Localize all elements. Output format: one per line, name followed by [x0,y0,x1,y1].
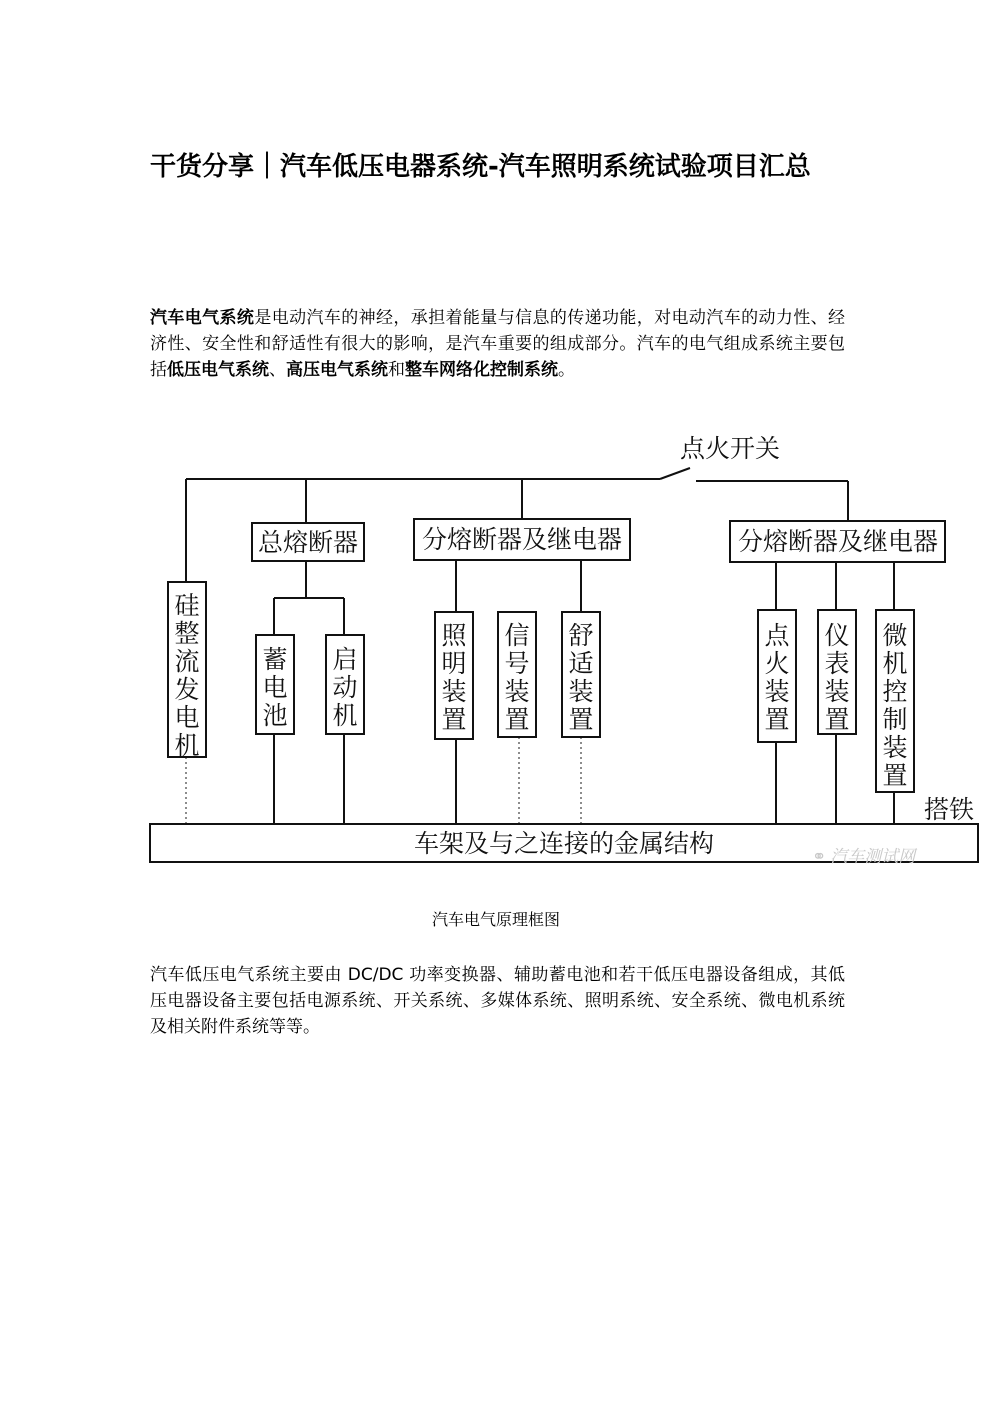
battery-label: 蓄电池 [262,645,288,730]
micro-control-label: 微机控制装置 [882,621,908,790]
intro-bold-4: 整车网络化控制系统 [405,360,558,380]
frame-label: 车架及与之连接的金属结构 [413,829,715,858]
intro-bold-1: 汽车电气系统 [150,308,255,328]
instrument-label: 仪表装置 [824,621,850,734]
body-paragraph: 汽车低压电气系统主要由 DC/DC 功率变换器、辅助蓄电池和若干低压电器设备组成，其低压电器设备主要包括电源系统、开关系统、多媒体系统、照明系统、安全系统、微电机系统及相关附件系统等等。 [150,965,845,1037]
watermark-text: 汽车测试网 [830,847,916,867]
fuse-relay-right-label: 分熔断器及继电器 [737,527,939,556]
generator-label: 硅整流发电机 [174,591,200,760]
electrical-diagram [148,430,980,870]
intro-paragraph [150,305,845,383]
wechat-icon: ⚭ [812,847,827,867]
intro-bold-2: 低压电气系统 [167,360,269,380]
comfort-label: 舒适装置 [568,621,594,734]
signal-label: 信号装置 [504,621,530,734]
figure-caption: 汽车电气原理框图 [431,910,560,929]
intro-sep-2: 和 [388,360,405,380]
fuse-relay-left-label: 分熔断器及继电器 [421,525,623,554]
intro-end: 。 [558,360,575,380]
intro-bold-3: 高压电气系统 [286,360,388,380]
watermark [812,842,915,867]
lighting-label: 照明装置 [441,621,467,734]
main-fuse-label: 总熔断器 [257,528,359,557]
starter-label: 启动机 [332,645,358,730]
intro-sep-1: 、 [269,360,286,380]
ignition-switch-label: 点火开关 [680,434,781,463]
intro-text-1: 是电动汽车的神经，承担着能量与信息的传递功能，对电动汽车的动力性、经济性、安全性和舒适性有很大的影响，是汽车重要的组成部分。汽车的电气组成系统主要包括 [150,308,846,380]
article-title: 干货分享｜汽车低压电器系统-汽车照明系统试验项目汇总 [150,152,811,182]
ignition-label: 点火装置 [764,621,790,734]
ground-label: 搭铁 [924,795,975,824]
